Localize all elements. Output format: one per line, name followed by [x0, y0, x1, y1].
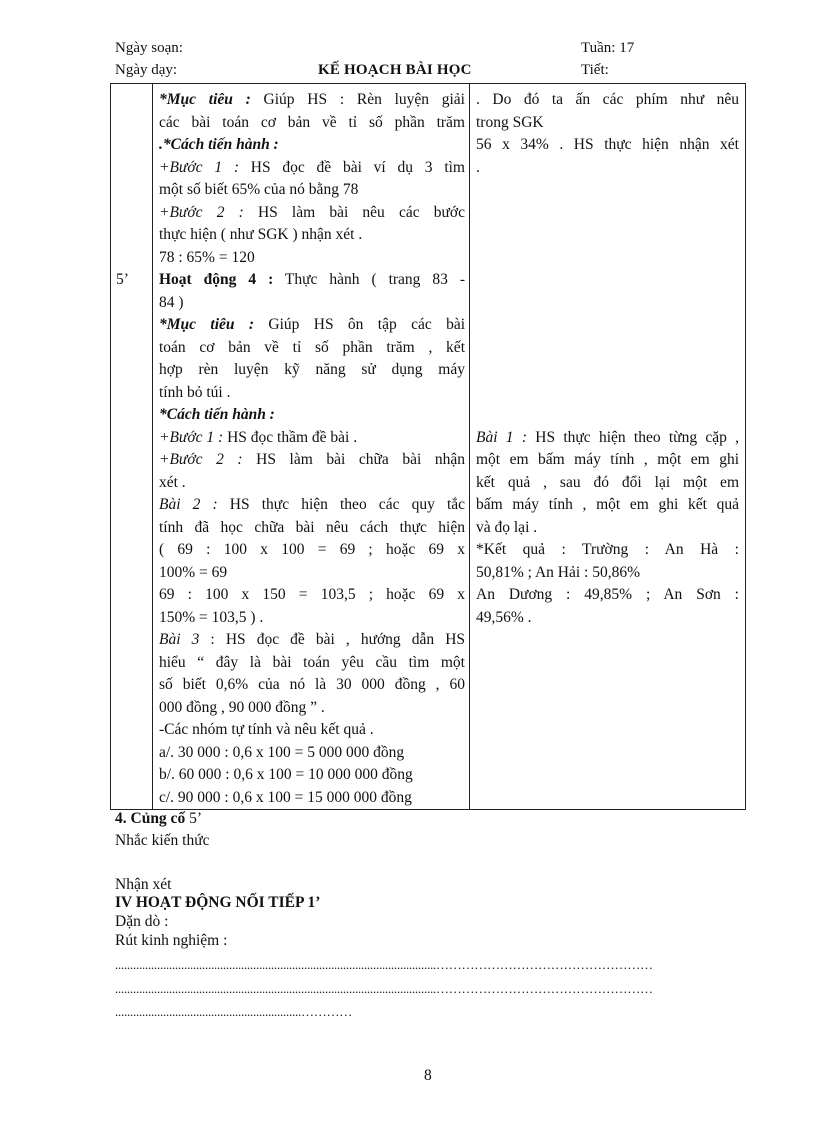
table-line: .*Cách tiến hành :: [159, 136, 279, 153]
dotted-line: ...........................................................................................................……………………………………………: [115, 981, 653, 996]
cung-co-heading: 4. Củng cố 5’: [115, 810, 202, 827]
table-line: số biết 0,6% của nó là 30 000 đồng , 60: [159, 676, 465, 693]
table-line: b/. 60 000 : 0,6 x 100 = 10 000 000 đồng: [159, 766, 413, 783]
table-line: -Các nhóm tự tính và nêu kết quả .: [159, 721, 374, 738]
table-line: 56 x 34% . HS thực hiện nhận xét: [476, 136, 739, 153]
table-line: An Dương : 49,85% ; An Sơn :: [476, 586, 739, 603]
table-line: bấm máy tính , một em ghi kết quả: [476, 496, 739, 513]
table-line: 49,56% .: [476, 608, 532, 626]
table-line: 50,81% ; An Hải : 50,86%: [476, 563, 641, 581]
table-line: 69 : 100 x 150 = 103,5 ; hoặc 69 x: [159, 586, 465, 603]
table-line: +Bước 2 : HS làm bài nêu các bước: [159, 203, 465, 221]
noi-tiep-heading: IV HOẠT ĐỘNG NỐI TIẾP 1’: [115, 894, 321, 911]
table-line: hiểu “ đây là bài toán yêu cầu tìm một: [159, 653, 465, 671]
table-line: 000 đồng , 90 000 đồng ” .: [159, 698, 325, 716]
dan-do: Dặn dò :: [115, 913, 169, 930]
ngay-day-label: Ngày dạy:: [115, 62, 178, 78]
table-line: kết quả , sau đó đổi lại một em: [476, 473, 739, 491]
time-column: [111, 84, 153, 810]
table-line: c/. 90 000 : 0,6 x 100 = 15 000 000 đồng: [159, 788, 412, 806]
ngay-soan-label: Ngày soạn:: [115, 40, 183, 56]
table-line: *Cách tiến hành :: [159, 406, 275, 423]
tiet-label: Tiết:: [581, 62, 609, 78]
table-line: 78 : 65% = 120: [159, 248, 255, 266]
rut-kinh-nghiem: Rút kinh nghiệm :: [115, 932, 228, 949]
table-line: 150% = 103,5 ) .: [159, 608, 264, 626]
table-line: hợp rèn luyện kỹ năng sử dụng máy: [159, 361, 465, 378]
teacher-activity-cell: [153, 84, 470, 810]
table-line: một số biết 65% của nó bằng 78: [159, 181, 359, 198]
table-line: tính đã học chữa bài nêu cách thực hiện: [159, 518, 465, 536]
table-line: *Mục tiêu : Giúp HS ôn tập các bài: [159, 316, 466, 333]
table-line: a/. 30 000 : 0,6 x 100 = 5 000 000 đồng: [159, 743, 405, 761]
time-value: 5’: [116, 271, 129, 288]
table-line: một em bấm máy tính , một em ghi: [476, 451, 739, 468]
table-line: .: [476, 158, 480, 176]
table-line: và đọ lại .: [476, 518, 538, 536]
tuan-label: Tuần: 17: [581, 40, 635, 56]
lesson-table: [110, 83, 746, 810]
dotted-line: ..............................................................…………: [115, 1004, 352, 1019]
table-line: các bài toán cơ bản về tỉ số phần trăm: [159, 113, 465, 131]
table-line: Bài 1 : HS thực hiện theo từng cặp ,: [476, 428, 739, 446]
table-line: *Mục tiêu : Giúp HS : Rèn luyện giải: [159, 91, 465, 108]
page-title: KẾ HOẠCH BÀI HỌC: [318, 62, 472, 78]
table-line: *Kết quả : Trường : An Hà :: [476, 541, 739, 558]
table-line: 84 ): [159, 293, 184, 311]
dotted-line: ...........................................................................................................……………………………………………: [115, 957, 653, 972]
activity-heading: Hoạt động 4 : Thực hành ( trang 83 -: [159, 271, 465, 288]
table-line: 100% = 69: [159, 563, 228, 581]
nhan-xet: Nhận xét: [115, 876, 172, 893]
page-number: 8: [424, 1067, 432, 1084]
table-line: . Do đó ta ấn các phím như nêu: [476, 91, 739, 108]
table-line: toán cơ bản về tỉ số phần trăm , kết: [159, 338, 465, 356]
table-line: Bài 2 : HS thực hiện theo các quy tắc: [159, 496, 466, 513]
table-line: thực hiện ( như SGK ) nhận xét .: [159, 226, 363, 243]
table-line: +Bước 1 : HS đọc thầm đề bài .: [159, 428, 358, 446]
table-line: xét .: [159, 473, 186, 491]
student-activity-cell: [470, 84, 746, 810]
table-line: +Bước 1 : HS đọc đề bài ví dụ 3 tìm: [159, 158, 465, 176]
table-line: +Bước 2 : HS làm bài chữa bài nhận: [159, 451, 465, 468]
nhac-kien-thuc: Nhắc kiến thức: [115, 832, 210, 849]
table-line: ( 69 : 100 x 100 = 69 ; hoặc 69 x: [159, 541, 465, 558]
table-line: tính bỏ túi .: [159, 383, 231, 401]
table-line: Bài 3 : HS đọc đề bài , hướng dẫn HS: [159, 631, 466, 648]
table-line: trong SGK: [476, 113, 544, 131]
